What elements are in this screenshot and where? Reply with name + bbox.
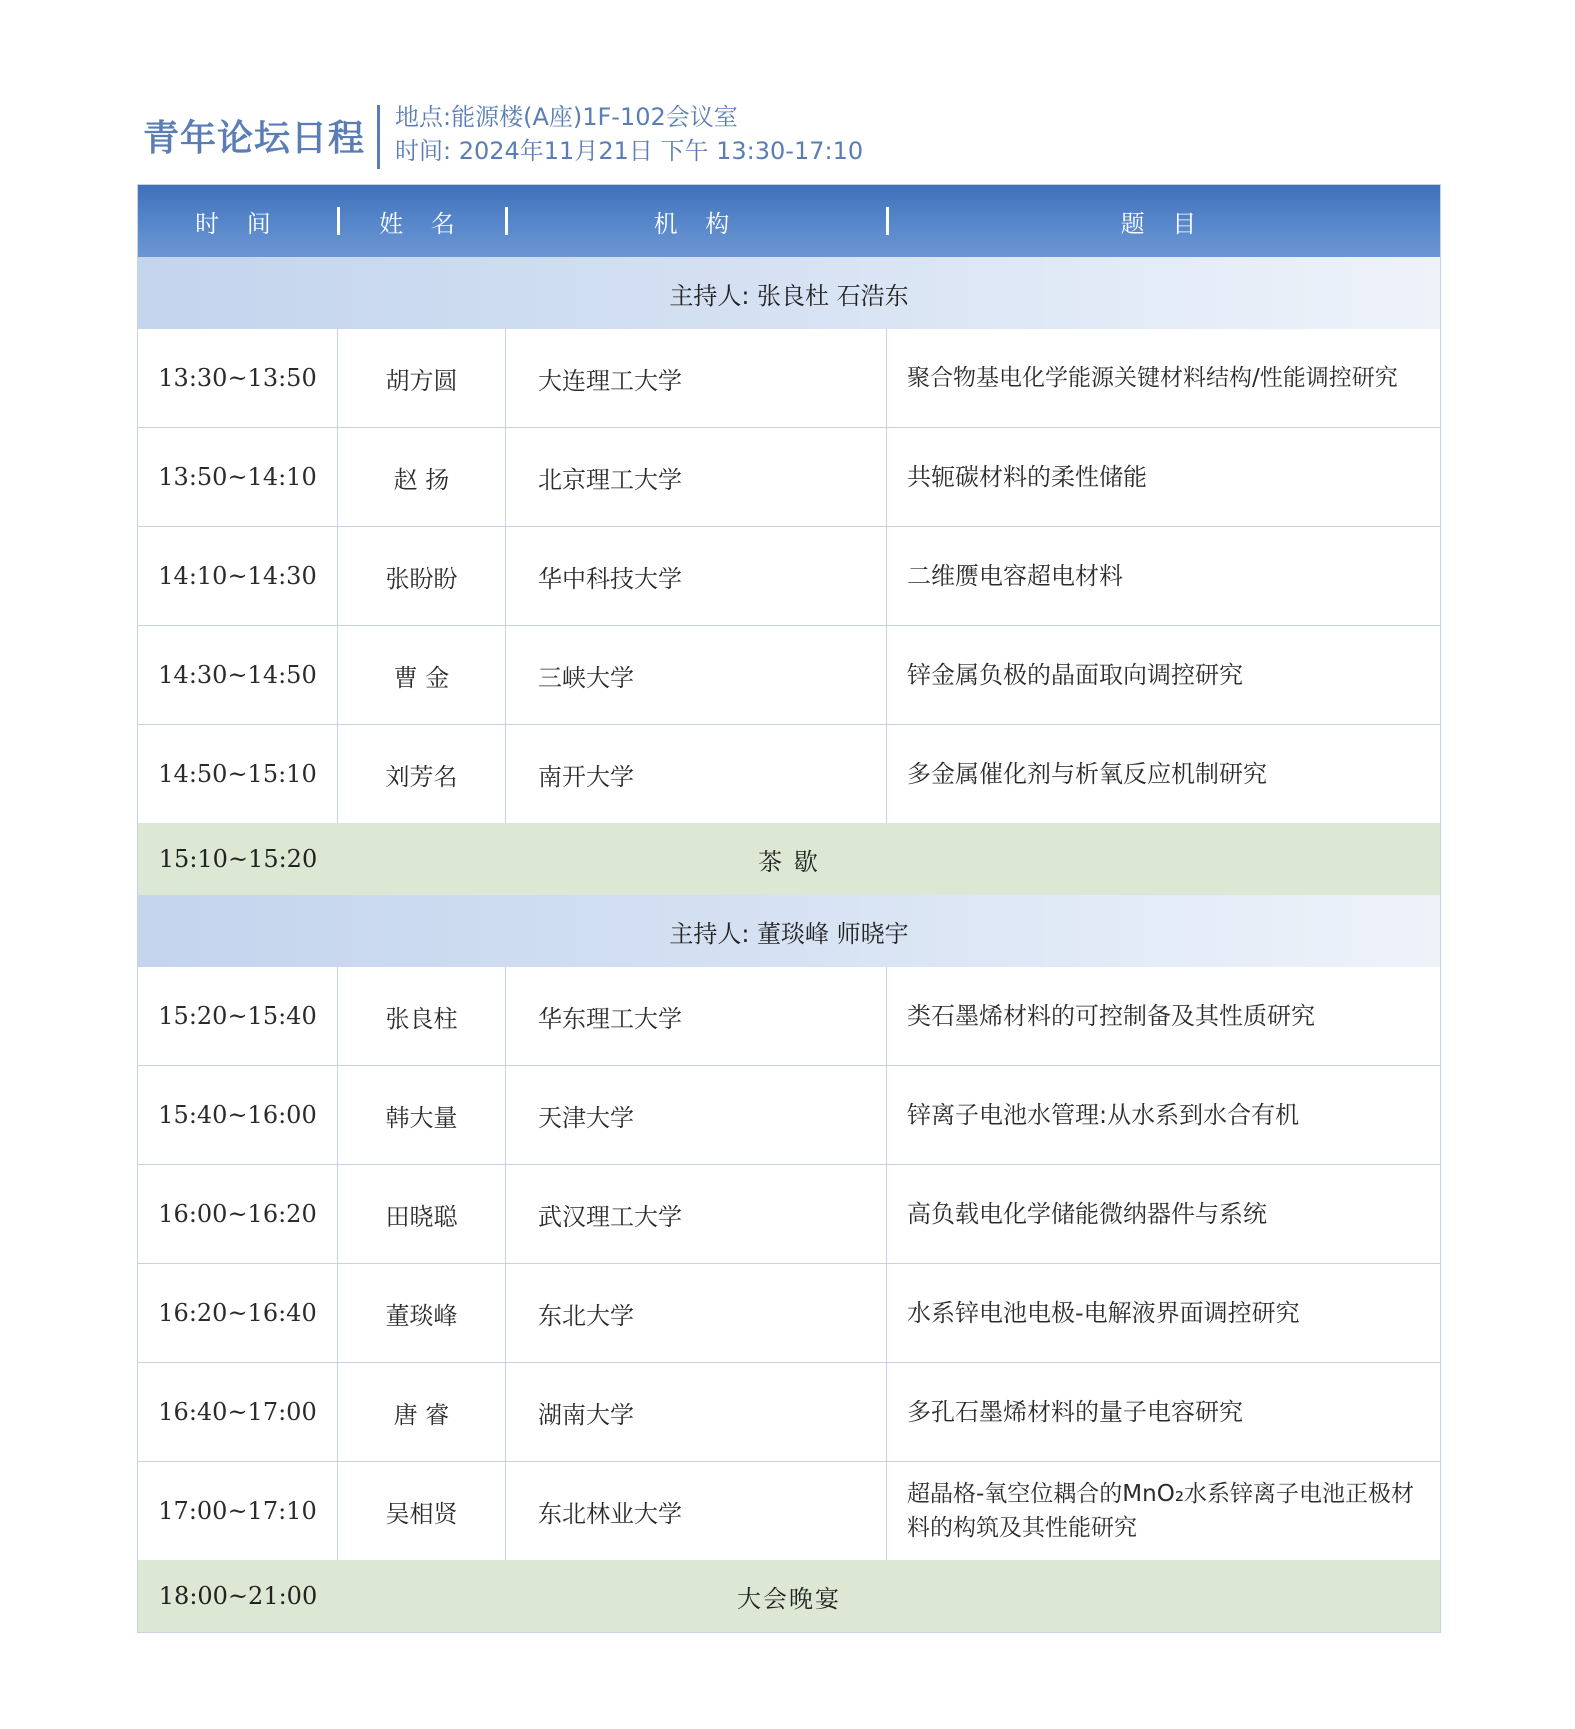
row-time: 16:20~16:40 — [138, 1264, 338, 1362]
row-speaker: 张盼盼 — [338, 527, 506, 625]
column-header-time: 时 间 — [138, 185, 338, 257]
row-speaker: 韩大量 — [338, 1066, 506, 1164]
row-topic: 超晶格-氧空位耦合的MnO₂水系锌离子电池正极材料的构筑及其性能研究 — [907, 1481, 1415, 1541]
table-header — [138, 185, 1440, 257]
page-title: 青年论坛日程 — [143, 118, 366, 159]
column-header-org: 机 构 — [506, 185, 887, 257]
row-org: 北京理工大学 — [506, 428, 887, 526]
table-row — [138, 724, 1440, 823]
row-topic: 多金属催化剂与析氧反应机制研究 — [907, 760, 1267, 788]
break-time: 15:10~15:20 — [158, 845, 318, 873]
table-row — [138, 625, 1440, 724]
session-host-row: 主持人: 董琰峰 师晓宇 — [138, 895, 1440, 967]
table-row — [138, 329, 1440, 427]
row-topic: 水系锌电池电极-电解液界面调控研究 — [907, 1299, 1300, 1327]
table-row — [138, 967, 1440, 1065]
table-row — [138, 1065, 1440, 1164]
row-time: 16:00~16:20 — [138, 1165, 338, 1263]
break-label: 茶 歇 — [758, 847, 820, 876]
row-topic: 二维赝电容超电材料 — [907, 562, 1123, 590]
table-row — [138, 1362, 1440, 1461]
event-time: 时间: 2024年11月21日 下午 13:30-17:10 — [395, 137, 864, 165]
row-speaker: 吴相贤 — [338, 1462, 506, 1560]
row-speaker: 赵 扬 — [338, 428, 506, 526]
row-speaker: 张良柱 — [338, 967, 506, 1065]
column-header-topic: 题 目 — [1120, 209, 1207, 238]
table-row — [138, 1263, 1440, 1362]
break-label: 大会晚宴 — [737, 1584, 841, 1613]
row-time: 14:50~15:10 — [138, 725, 338, 823]
break-time: 18:00~21:00 — [158, 1582, 318, 1610]
row-time: 15:20~15:40 — [138, 967, 338, 1065]
event-location: 地点:能源楼(A座)1F-102会议室 — [395, 103, 738, 131]
session-host-row: 主持人: 张良杜 石浩东 — [138, 257, 1440, 329]
row-topic: 共轭碳材料的柔性储能 — [907, 463, 1147, 491]
row-org: 华东理工大学 — [506, 967, 887, 1065]
schedule-table — [137, 184, 1441, 1633]
row-speaker: 胡方圆 — [338, 329, 506, 427]
row-time: 13:30~13:50 — [138, 329, 338, 427]
row-topic: 多孔石墨烯材料的量子电容研究 — [907, 1398, 1243, 1426]
row-org: 三峡大学 — [506, 626, 887, 724]
row-time: 13:50~14:10 — [138, 428, 338, 526]
row-speaker: 董琰峰 — [338, 1264, 506, 1362]
row-speaker: 唐 睿 — [338, 1363, 506, 1461]
row-org: 湖南大学 — [506, 1363, 887, 1461]
column-header-name: 姓 名 — [338, 185, 506, 257]
row-time: 16:40~17:00 — [138, 1363, 338, 1461]
row-org: 天津大学 — [506, 1066, 887, 1164]
row-speaker: 曹 金 — [338, 626, 506, 724]
banquet-row — [138, 1560, 1440, 1632]
row-topic: 锌金属负极的晶面取向调控研究 — [907, 661, 1243, 689]
row-time: 17:00~17:10 — [138, 1462, 338, 1560]
event-meta — [395, 100, 863, 168]
header-divider — [377, 105, 380, 169]
row-topic: 锌离子电池水管理:从水系到水合有机 — [907, 1101, 1300, 1129]
row-org: 华中科技大学 — [506, 527, 887, 625]
row-org: 东北林业大学 — [506, 1462, 887, 1560]
table-row — [138, 427, 1440, 526]
row-speaker: 田晓聪 — [338, 1165, 506, 1263]
row-org: 大连理工大学 — [506, 329, 887, 427]
table-row — [138, 1164, 1440, 1263]
row-topic: 类石墨烯材料的可控制备及其性质研究 — [907, 1002, 1315, 1030]
row-speaker: 刘芳名 — [338, 725, 506, 823]
tea-break-row — [138, 823, 1440, 895]
row-org: 南开大学 — [506, 725, 887, 823]
table-row — [138, 1461, 1440, 1560]
row-org: 东北大学 — [506, 1264, 887, 1362]
row-time: 15:40~16:00 — [138, 1066, 338, 1164]
table-row — [138, 526, 1440, 625]
row-topic: 高负载电化学储能微纳器件与系统 — [907, 1200, 1267, 1228]
row-time: 14:30~14:50 — [138, 626, 338, 724]
row-time: 14:10~14:30 — [138, 527, 338, 625]
row-topic: 聚合物基电化学能源关键材料结构/性能调控研究 — [907, 365, 1398, 391]
row-org: 武汉理工大学 — [506, 1165, 887, 1263]
